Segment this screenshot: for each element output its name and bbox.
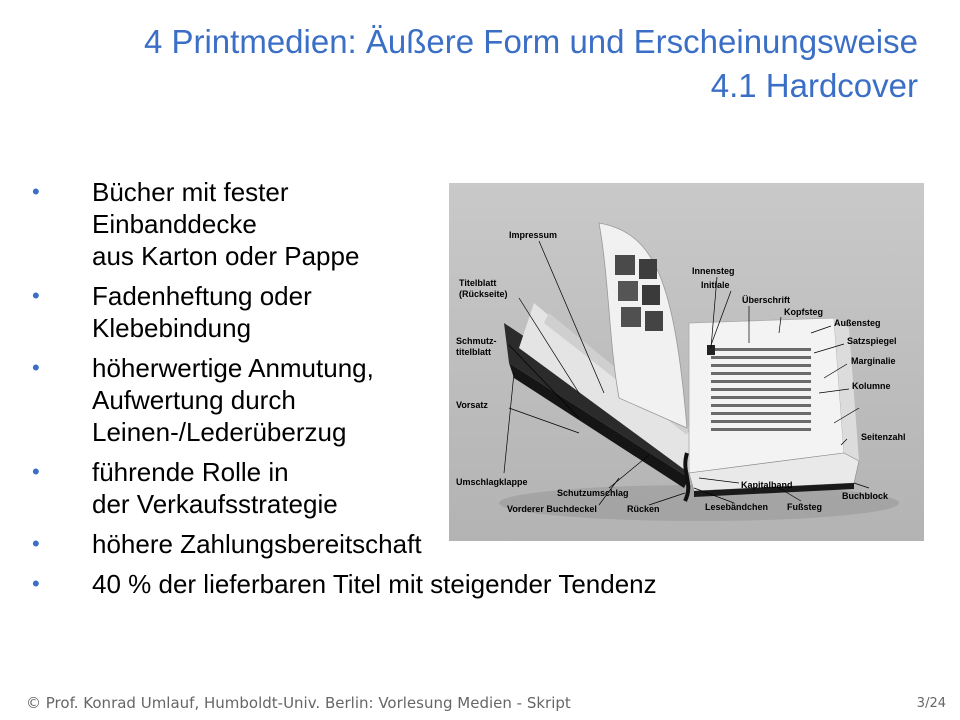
label-ueberschrift: Überschrift bbox=[742, 295, 791, 305]
label-umschlagklappe: Umschlagklappe bbox=[456, 477, 528, 487]
book-anatomy-figure bbox=[449, 183, 924, 541]
label-schmutztitelblatt-sub: titelblatt bbox=[456, 347, 491, 357]
bullet-text: der Verkaufsstrategie bbox=[92, 489, 338, 519]
label-schutzumschlag: Schutzumschlag bbox=[557, 488, 629, 498]
slide-title bbox=[38, 20, 918, 108]
label-initiale: Initiale bbox=[701, 280, 730, 290]
label-kopfsteg: Kopfsteg bbox=[784, 307, 823, 317]
bullet-text: Fadenheftung oder bbox=[92, 281, 312, 311]
book-diagram bbox=[449, 183, 924, 541]
bullet-text: Aufwertung durch bbox=[92, 385, 296, 415]
label-impressum: Impressum bbox=[509, 230, 558, 240]
bullet-item bbox=[32, 568, 822, 600]
label-seitenzahl: Seitenzahl bbox=[861, 432, 906, 442]
bullet-text: Einbanddecke bbox=[92, 209, 257, 239]
label-schmutztitelblatt: Schmutz- bbox=[456, 336, 497, 346]
label-titelblatt-sub: (Rückseite) bbox=[459, 289, 508, 299]
bullet-text: höherwertige Anmutung, bbox=[92, 353, 374, 383]
label-ruecken: Rücken bbox=[627, 504, 660, 514]
label-innensteg: Innensteg bbox=[692, 266, 735, 276]
label-kapitalband: Kapitalband bbox=[741, 480, 793, 490]
label-fusssteg: Fußsteg bbox=[787, 502, 822, 512]
label-marginalie: Marginalie bbox=[851, 356, 896, 366]
bullet-dot: • bbox=[32, 531, 40, 556]
label-satzspiegel: Satzspiegel bbox=[847, 336, 897, 346]
bullet-dot: • bbox=[32, 571, 40, 596]
bullet-dot: • bbox=[32, 459, 40, 484]
bullet-dot: • bbox=[32, 179, 40, 204]
bullet-text: Bücher mit fester bbox=[92, 177, 289, 207]
bullet-text: aus Karton oder Pappe bbox=[92, 241, 360, 271]
bullet-text: höhere Zahlungsbereitschaft bbox=[92, 529, 422, 559]
label-kolumne: Kolumne bbox=[852, 381, 891, 391]
bullet-dot: • bbox=[32, 283, 40, 308]
label-lesebaendchen: Lesebändchen bbox=[705, 502, 769, 512]
label-titelblatt: Titelblatt bbox=[459, 278, 497, 288]
bullet-dot: • bbox=[32, 355, 40, 380]
slide-title-line1: 4 Printmedien: Äußere Form und Erscheinungsweise bbox=[143, 23, 918, 60]
label-vorsatz: Vorsatz bbox=[456, 400, 488, 410]
label-buchblock: Buchblock bbox=[842, 491, 889, 501]
bullet-text: führende Rolle in bbox=[92, 457, 289, 487]
bullet-text: Leinen-/Lederüberzug bbox=[92, 417, 347, 447]
slide-title-line2: 4.1 Hardcover bbox=[710, 67, 918, 104]
label-vorderer-buchdeckel: Vorderer Buchdeckel bbox=[507, 504, 597, 514]
label-aussensteg: Außensteg bbox=[834, 318, 881, 328]
bullet-text: Klebebindung bbox=[92, 313, 252, 343]
bullet-text: 40 % der lieferbaren Titel mit steigender Tendenz bbox=[92, 569, 657, 599]
page-number: 3/24 bbox=[916, 696, 946, 711]
footer-copyright: © Prof. Konrad Umlauf, Humboldt-Univ. Berlin: Vorlesung Medien - Skript bbox=[26, 694, 571, 712]
